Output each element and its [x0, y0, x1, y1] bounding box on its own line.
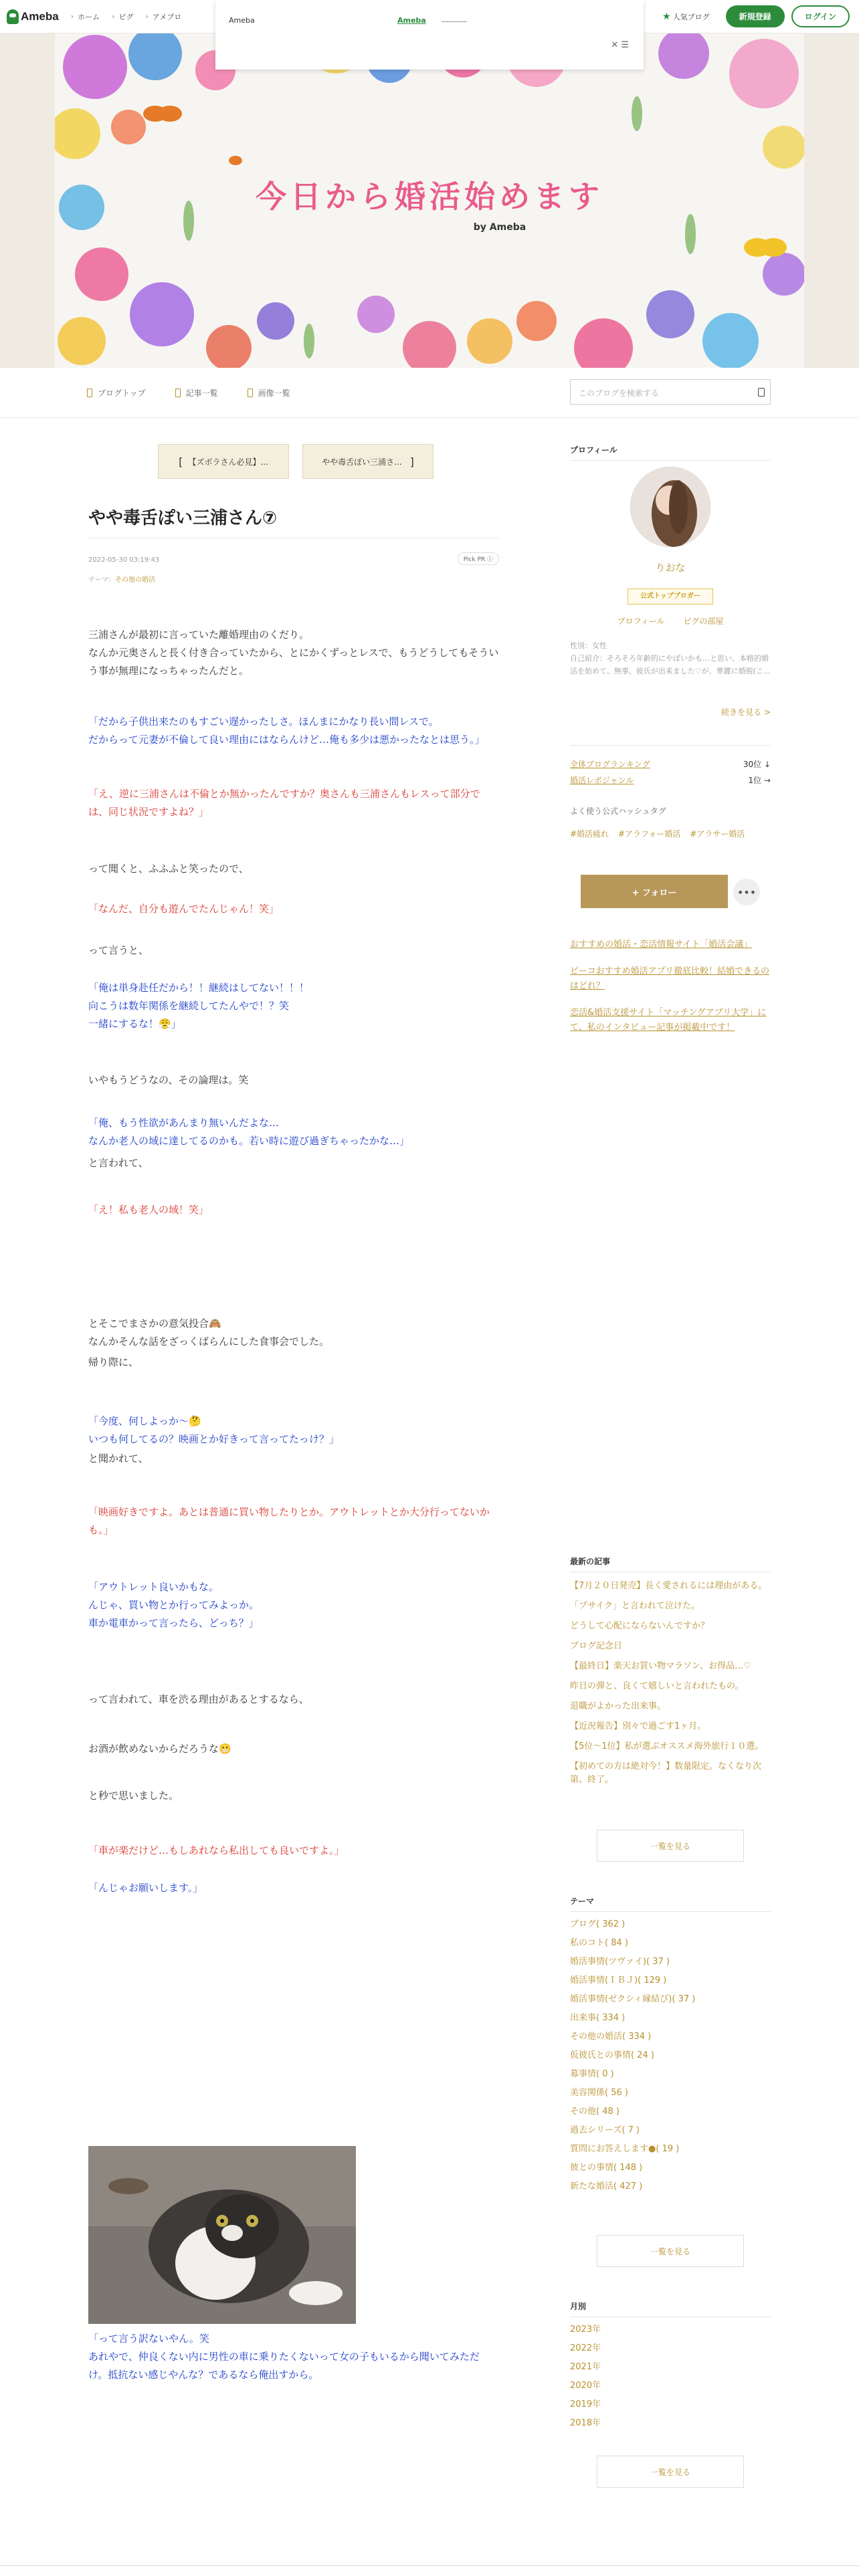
entry-list-link[interactable]: 記事一覧: [175, 387, 218, 399]
archive-list: [570, 2323, 771, 2436]
ad-label: Ameba: [229, 16, 255, 25]
follow-button[interactable]: + フォロー: [581, 875, 728, 908]
theme-name: その他: [570, 2107, 597, 2117]
entry-paragraph: 「なんだ、自分も遊んでたんじゃん！笑」: [88, 903, 280, 915]
archive-year-link[interactable]: 2020年: [570, 2381, 601, 2391]
entry-paragraph: 「アウトレット良いかもな。 んじゃ、買い物とか行ってみよっか。 車か電車かって言ったら、どっち？」: [88, 1581, 260, 1629]
ameba-logo-icon: [7, 9, 19, 24]
entry-paragraph: 「だから子供出来たのもすごい遅かったしさ。ほんまにかなり長い間レスで。 だからって元妻が不倫して良い理由にはならんけど…俺も多少は悪かったなとは思う。」: [88, 716, 485, 746]
theme-item[interactable]: [570, 2161, 771, 2175]
entry-paragraph: とそこでまさかの意気投合🙈 なんかそんな話をざっくばらんにした食事会でした。: [88, 1317, 330, 1348]
theme-count: ( 84 ): [605, 1938, 628, 1948]
entry-paragraph: 「今度、何しよっか〜🤔 いつも何してるの？映画とか好きって言ってたっけ？」: [88, 1415, 340, 1445]
theme-name: 彼との事情: [570, 2163, 614, 2173]
cat-photo[interactable]: [88, 2146, 356, 2324]
read-more-link[interactable]: 続きを見る >: [721, 708, 771, 717]
theme-item[interactable]: [570, 2068, 771, 2081]
pigg-room-link[interactable]: ピグの部屋: [683, 617, 724, 626]
theme-name: ブログ: [570, 1919, 597, 1929]
theme-heading: テーマ: [570, 1897, 595, 1906]
entry-paragraph: 「車が楽だけど…もしあれなら私出しても良いですよ。」: [88, 1844, 345, 1856]
login-button[interactable]: ログイン: [791, 5, 850, 27]
theme-name: 私のコト: [570, 1938, 605, 1948]
theme-item[interactable]: [570, 2086, 771, 2100]
theme-item[interactable]: [570, 2012, 771, 2025]
archive-year-link[interactable]: 2021年: [570, 2362, 601, 2372]
theme-list: [570, 1918, 771, 2199]
search-icon[interactable]: [758, 388, 765, 397]
theme-name: 婚活事情(ＩＢＪ): [570, 1975, 638, 1985]
official-top-blogger-badge[interactable]: 公式トップブロガー: [628, 588, 713, 605]
theme-count: ( 48 ): [596, 2107, 619, 2117]
ad-overlay: [215, 0, 644, 70]
recent-heading: 最新の記事: [570, 1557, 611, 1566]
archive-list-button[interactable]: 一覧を見る: [597, 2456, 744, 2488]
entry-title[interactable]: やや毒舌ぽい三浦さん⑦: [88, 508, 278, 528]
theme-count: ( 334 ): [596, 2013, 626, 2023]
theme-prefix: テーマ：: [88, 576, 115, 584]
recommend-link[interactable]: おすすめの婚活・恋活情報サイト「婚活会議」: [570, 940, 753, 950]
crown-icon: ★: [662, 11, 671, 22]
recent-entry-link[interactable]: 【5位〜1位】私が選ぶオススメ海外旅行１０選。: [570, 1741, 764, 1751]
ranking-row: [570, 756, 771, 772]
recent-entry-link[interactable]: 【7月２０日発売】長く愛されるには理由がある。: [570, 1581, 767, 1591]
theme-count: ( 24 ): [631, 2050, 654, 2060]
profile-description: 性別：女性 自己紹介：そろそろ年齢的にやばいかも…と思い、本格的婚活を始めて。無事、彼氏が出来ました♡が、華麗に婚脱(こ...: [570, 641, 771, 675]
entry-paragraph: いやもうどうなの、その論理は。笑: [88, 1074, 249, 1086]
ameba-logo[interactable]: [7, 0, 59, 33]
theme-item[interactable]: [570, 1974, 771, 1988]
theme-link[interactable]: その他の婚活: [115, 576, 155, 584]
blog-title: 今日から婚活始めます: [256, 179, 603, 215]
recent-entry-link[interactable]: 「プサイク」と言われて泣けた。: [570, 1601, 700, 1611]
theme-item[interactable]: [570, 2105, 771, 2119]
theme-item[interactable]: [570, 1937, 771, 1950]
recommend-link[interactable]: 恋活&婚活支援サイト「マッチングアプリ大学」にて、私のインタビュー記事が掲載中です！: [570, 1008, 767, 1033]
blog-search-input[interactable]: [570, 379, 771, 405]
next-entry-button[interactable]: やや毒舌ぽい三浦さ... ]: [302, 444, 434, 479]
entry-paragraph: 帰り際に、: [88, 1356, 139, 1368]
blog-top-link[interactable]: ブログトップ: [87, 387, 146, 399]
theme-count: ( 7 ): [622, 2125, 640, 2135]
theme-name: 募事情: [570, 2069, 597, 2079]
ranking-row: [570, 772, 771, 788]
hashtag-list: [570, 828, 751, 839]
entry-paragraph: と言われて、: [88, 1157, 149, 1169]
prev-entry-button[interactable]: [ 【ズボラさん必見】...: [158, 444, 289, 479]
theme-item[interactable]: [570, 2143, 771, 2156]
theme-count: ( 37 ): [646, 1957, 670, 1967]
theme-item[interactable]: [570, 2124, 771, 2137]
theme-item[interactable]: [570, 2030, 771, 2044]
avatar-image: [630, 467, 710, 547]
theme-count: ( 37 ): [672, 1994, 696, 2004]
hashtag-link[interactable]: #アラサー婚活: [690, 829, 745, 839]
blog-subnav: [0, 368, 859, 418]
recommend-links: [570, 938, 771, 1047]
archive-year-link[interactable]: 2023年: [570, 2325, 601, 2335]
ad-link[interactable]: Ameba: [397, 16, 426, 25]
recent-entry-link[interactable]: ブログ記念日: [570, 1641, 623, 1651]
entry-paragraph: 「え、逆に三浦さんは不倫とか無かったんですか？奥さんも三浦さんもレスって部分では、同じ状況ですよね？」: [88, 788, 480, 818]
nav-pigg[interactable]: › ピグ: [112, 11, 133, 22]
archive-year-link[interactable]: 2022年: [570, 2343, 601, 2353]
top-nav: [71, 11, 182, 22]
theme-name: 美容関係: [570, 2088, 605, 2098]
recent-entries-list: [570, 1580, 771, 1794]
theme-name: 質問にお答えします●: [570, 2144, 656, 2154]
recent-list-button[interactable]: 一覧を見る: [597, 1830, 744, 1862]
blogger-name[interactable]: りおな: [655, 562, 686, 574]
theme-name: 新たな婚活: [570, 2181, 614, 2191]
overall-ranking-value: 30位 ↓: [743, 760, 771, 769]
theme-count: ( 129 ): [638, 1975, 667, 1985]
theme-count: ( 0 ): [596, 2069, 614, 2079]
header-banner[interactable]: [55, 33, 804, 368]
profile-heading: プロフィール: [570, 445, 617, 455]
pick-pr-badge[interactable]: Pick PR ⓘ: [458, 552, 499, 565]
entry-paragraph: 「え！私も老人の域！笑」: [88, 1204, 209, 1216]
theme-name: 婚活事情(ツヴァイ): [570, 1957, 647, 1967]
theme-name: 過去シリーズ: [570, 2125, 622, 2135]
more-options-icon[interactable]: •••: [733, 879, 760, 905]
recommend-link[interactable]: ピーコおすすめ婚活アプリ徹底比較！結婚できるのはどれ？: [570, 966, 770, 991]
theme-name: その他の婚活: [570, 2032, 623, 2042]
theme-item[interactable]: [570, 1993, 771, 2006]
recent-entry-link[interactable]: 【近況報告】別々で過ごす1ヶ月。: [570, 1721, 706, 1731]
blog-nav-links: [87, 387, 290, 399]
top-right: [662, 5, 850, 27]
entry-paragraph: って聞くと、ふふふと笑ったので、: [88, 863, 249, 875]
theme-item[interactable]: [570, 2180, 771, 2193]
recent-entry-link[interactable]: 昨日の弾と、良くて嬉しいと言われたもの。: [570, 1681, 744, 1691]
register-button[interactable]: 新規登録: [726, 5, 785, 27]
theme-name: 仮彼氏との事情: [570, 2050, 632, 2060]
ad-close-icon[interactable]: ✕ ☰: [611, 40, 629, 50]
theme-item[interactable]: [570, 1955, 771, 1969]
recent-entry-link[interactable]: どうして心配にならないんですか？: [570, 1621, 710, 1631]
archive-year-link[interactable]: 2018年: [570, 2418, 601, 2428]
entry-date: 2022-05-30 03:19:43: [88, 556, 160, 564]
theme-count: ( 56 ): [605, 2088, 628, 2098]
entry-paragraph: と聞かれて、: [88, 1453, 149, 1465]
logo-text: Ameba: [21, 9, 59, 23]
profile-links: [570, 615, 771, 627]
footer-divider: [0, 2565, 859, 2566]
ranking-box: [570, 745, 771, 788]
entry-paragraph: 三浦さんが最初に言っていた離婚理由のくだり。 なんか元奥さんと長く付き合っていたから、とにかくずっとレスで、もうどうしてもそういう事が無理になっちゃったんだと。: [88, 629, 499, 677]
theme-item[interactable]: [570, 2049, 771, 2062]
entry-paragraph: 「俺、もう性欲があんまり無いんだよな… なんか老人の域に達してるのかも。若い時に遊び過ぎちゃったかな…」: [88, 1117, 410, 1147]
theme-count: ( 334 ): [622, 2032, 652, 2042]
entry-theme: [88, 574, 155, 584]
theme-count: ( 362 ): [596, 1919, 626, 1929]
theme-item[interactable]: [570, 1918, 771, 1931]
hashtag-link[interactable]: #婚活疲れ: [570, 829, 609, 839]
ad-underline: [442, 21, 467, 22]
genre-ranking-value: 1位 →: [748, 776, 771, 785]
recent-entry-link[interactable]: 【初めての方は絶対今！】数量限定。なくなり次第、終了。: [570, 1761, 762, 1785]
entry-paragraph: って言うと、: [88, 944, 149, 956]
entry-paragraph: 「んじゃお願いします。」: [88, 1882, 203, 1894]
cat-image: [88, 2146, 356, 2324]
entry-paragraph: 「映画好きですよ。あとは普通に買い物したりとか。アウトレットとか大分行ってないかも。」: [88, 1506, 490, 1536]
entry-paragraph: お酒が飲めないからだろうな😬: [88, 1743, 231, 1755]
hashtag-link[interactable]: #アラフォー婚活: [617, 829, 681, 839]
theme-name: 婚活事情(ゼクシィ縁結び): [570, 1994, 672, 2004]
image-list-link[interactable]: 画像一覧: [248, 387, 290, 399]
archive-year-link[interactable]: 2019年: [570, 2399, 601, 2409]
overall-ranking-link[interactable]: 全体ブログランキング: [570, 760, 650, 769]
entry-pager: [158, 444, 434, 479]
header-banner-area: [0, 33, 859, 368]
theme-count: ( 148 ): [613, 2163, 643, 2173]
blog-by-ameba: by Ameba: [473, 222, 527, 233]
genre-ranking-link[interactable]: 婚活レポジャンル: [570, 776, 634, 785]
avatar[interactable]: [630, 467, 710, 547]
nav-ameblo[interactable]: › アメブロ: [146, 11, 182, 22]
recent-entry-link[interactable]: 【最終日】楽天お買い物マラソン、お得品…♡: [570, 1661, 751, 1671]
theme-list-button[interactable]: 一覧を見る: [597, 2235, 744, 2267]
hashtag-heading: よく使う公式ハッシュタグ: [570, 807, 666, 816]
entry-paragraph: 「俺は単身赴任だから！！継続はしてない！！！ 向こうは数年関係を継続してたんやで！？笑 一緒にするな！😤」: [88, 982, 310, 1030]
popular-label: 人気ブログ: [672, 12, 710, 21]
nav-home[interactable]: › ホーム: [71, 11, 100, 22]
theme-count: ( 19 ): [656, 2144, 680, 2154]
theme-name: 出来事: [570, 2013, 597, 2023]
entry-paragraph: って言われて、車を渋る理由があるとするなら、: [88, 1693, 309, 1705]
recent-entry-link[interactable]: 退職がよかった出来事。: [570, 1701, 666, 1711]
theme-count: ( 427 ): [613, 2181, 643, 2191]
popular-blog-link[interactable]: [662, 11, 710, 22]
entry-paragraph: 「って言う訳ないやん。笑 あれやで、仲良くない内に男性の車に乗りたくないって女の子もいるから聞いてみただけ。抵抗ない感じやんな？であるなら俺出すから。: [88, 2333, 480, 2381]
profile-link[interactable]: プロフィール: [617, 617, 665, 626]
archive-heading: 月別: [570, 2302, 587, 2311]
entry-paragraph: と秒で思いました。: [88, 1790, 179, 1802]
search-placeholder: このブログを検索する: [579, 389, 660, 398]
